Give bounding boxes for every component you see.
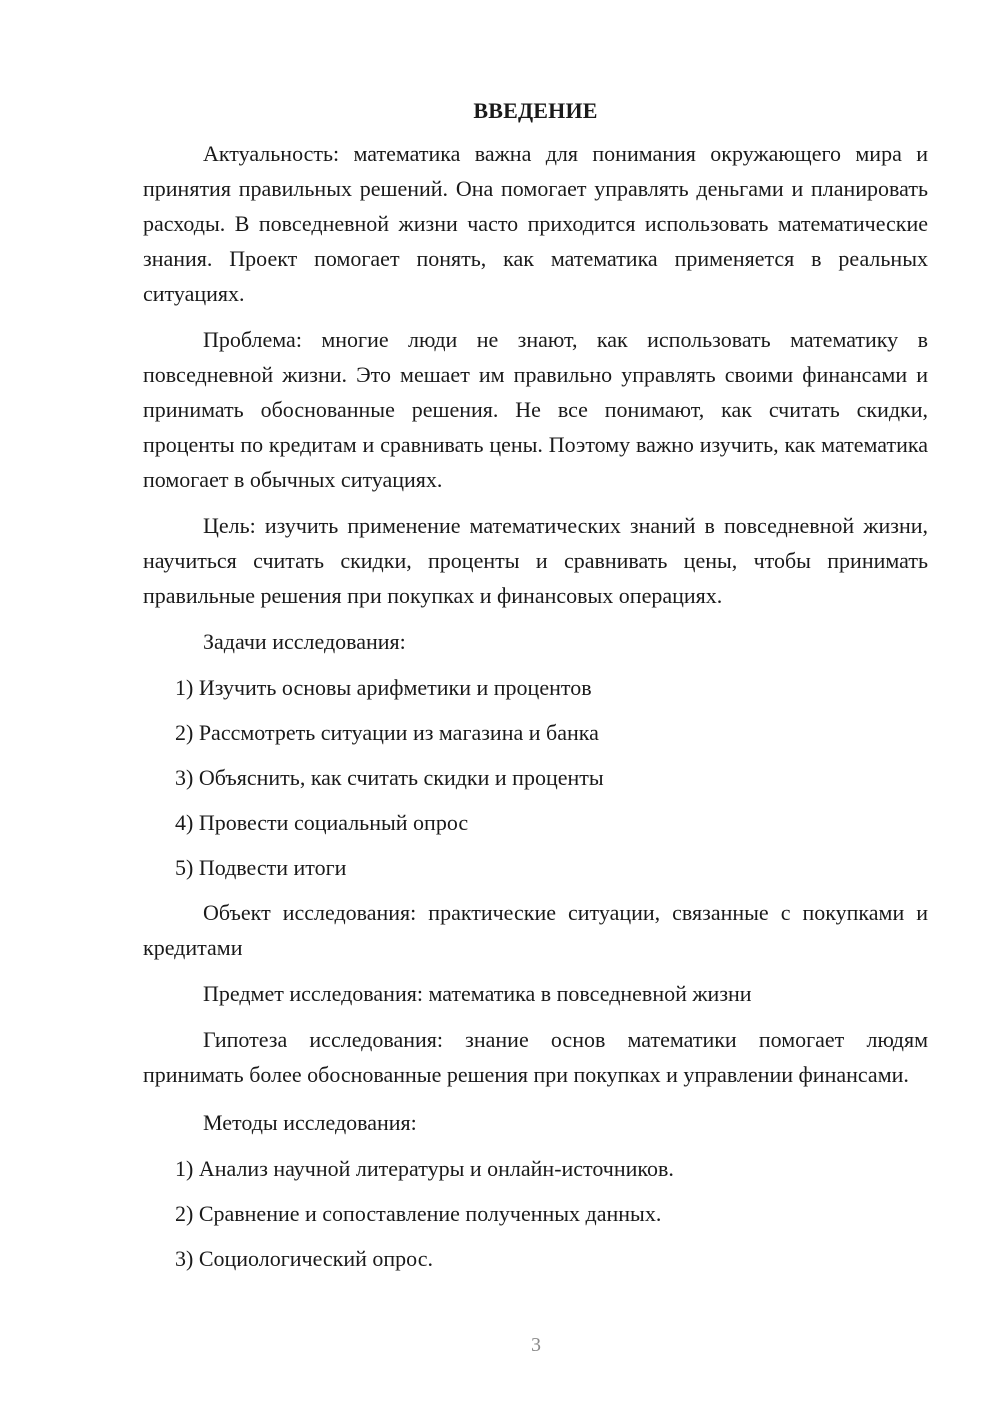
- object-paragraph: Объект исследования: практические ситуации, связанные с покупками и кредитами: [143, 900, 928, 960]
- goal-paragraph: Цель: изучить применение математических знаний в повседневной жизни, научиться считать скидки, проценты и сравнивать цены, чтобы принимать правильные решения при покупках и финансовых операциях.: [143, 513, 928, 608]
- methods-heading: Методы исследования:: [203, 1110, 417, 1135]
- task-item: 3) Объяснить, как считать скидки и проценты: [175, 765, 604, 790]
- methods-list: [143, 1151, 928, 1276]
- task-item: 5) Подвести итоги: [175, 855, 347, 880]
- tasks-heading: Задачи исследования:: [203, 629, 406, 654]
- page-content: [143, 93, 928, 1286]
- page-number: 3: [531, 1334, 541, 1356]
- relevance-paragraph: Актуальность: математика важна для понимания окружающего мира и принятия правильных решений. Она помогает управлять деньгами и планировать расходы. В повседневной жизни часто приходится использовать математические знания. Проект помогает понять, как математика применяется в реальных ситуациях.: [143, 141, 928, 306]
- problem-paragraph: Проблема: многие люди не знают, как использовать математику в повседневной жизни. Это мешает им правильно управлять своими финансами и принимать обоснованные решения. Не все понимают, как считать скидки, проценты по кредитам и сравнивать цены. Поэтому важно изучить, как математика помогает в обычных ситуациях.: [143, 327, 928, 492]
- page-title: ВВЕДЕНИЕ: [473, 98, 598, 123]
- method-item: 2) Сравнение и сопоставление полученных данных.: [175, 1201, 662, 1226]
- method-item: 3) Социологический опрос.: [175, 1246, 433, 1271]
- task-item: 1) Изучить основы арифметики и процентов: [175, 675, 592, 700]
- task-item: 4) Провести социальный опрос: [175, 810, 469, 835]
- method-item: 1) Анализ научной литературы и онлайн-источников.: [175, 1156, 674, 1181]
- task-item: 2) Рассмотреть ситуации из магазина и банка: [175, 720, 599, 745]
- subject-paragraph: Предмет исследования: математика в повседневной жизни: [203, 981, 752, 1006]
- hypothesis-paragraph: Гипотеза исследования: знание основ математики помогает людям принимать более обоснованные решения при покупках и управлении финансами.: [143, 1027, 928, 1087]
- tasks-list: [143, 670, 928, 885]
